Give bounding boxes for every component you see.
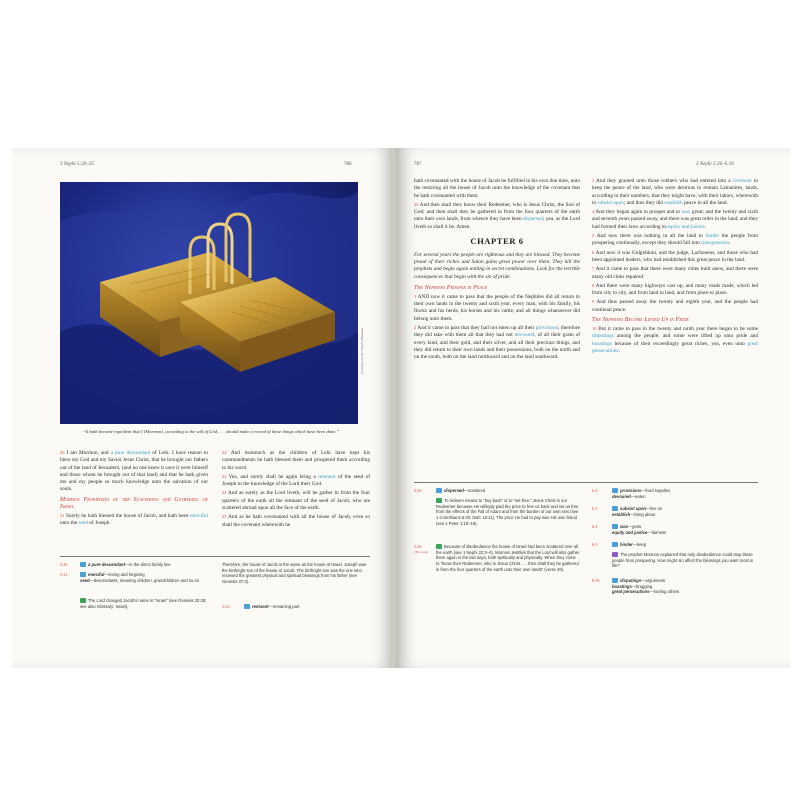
- photo-caption: “It hath become expedient that I [Mormon], according to the will of God, . . . should make a record of these things which have been done.”: [82, 429, 340, 434]
- verse-text: And they began again to prosper and to: [595, 209, 682, 216]
- verse-25: [222, 514, 370, 529]
- verse-text: to keep the peace of the land, who were desirous to remain Lamanites, lands, according to their numbers, that they might have, with their labors, wherewith to: [592, 178, 758, 206]
- verse-text: of Joseph.: [87, 519, 111, 526]
- note-reference: 6:4: [592, 524, 598, 529]
- understanding-icon: [436, 544, 442, 549]
- verse-text: And then shall they know their Redeemer, who is Jesus Christ, the Son of God; and then shall they be gathered in from the four quarters of the earth unto their own lands, from whence they have been: [414, 201, 580, 223]
- verse-text: ; therefore they did take with them all that they had not: [414, 325, 580, 339]
- verse-number: 23: [222, 473, 227, 479]
- verse-number: 24: [222, 490, 227, 496]
- glossary-link[interactable]: a pure descendant: [110, 450, 151, 456]
- note-term: remnant: [252, 604, 269, 609]
- note-redeemer: [436, 498, 580, 542]
- dictionary-icon: [80, 572, 86, 577]
- verse-number: 1: [414, 293, 417, 299]
- verse-number: 2: [414, 325, 417, 331]
- note-5-26-gathering: [414, 544, 580, 600]
- verse-number: 20: [60, 450, 65, 455]
- verse-number: 5: [592, 233, 595, 239]
- note-5-23: [222, 604, 370, 614]
- note-definition: —hurting others: [649, 589, 680, 595]
- note-text: Because of disobedience the house of Israel had been scattered over all the earth (see 1 Nephi 22:3–4). Mormon testifies that the Lord will also gather them again in the last days, both spiritually and physically. When they come to “know their Redeemer, who is Jesus Christ . . . then shall they be gathered in from the four quarters of the earth unto their own lands” (verse 26).: [436, 544, 580, 572]
- note-definition: —food supplies: [641, 488, 671, 493]
- glossary-link[interactable]: provisions: [535, 325, 558, 332]
- note-term: disputings: [620, 578, 642, 583]
- verse-text: .: [618, 347, 620, 354]
- verse-number: 3: [592, 178, 595, 183]
- glossary-link[interactable]: wax: [681, 209, 691, 216]
- note-reference: 5:26: [414, 488, 422, 493]
- right-column-1: [414, 178, 580, 364]
- note-reference: 6:10: [592, 578, 600, 583]
- note-subreference: (TG cont): [414, 550, 428, 554]
- verse-number: 7: [592, 266, 595, 272]
- note-definition: —arguments: [641, 578, 666, 583]
- verse-text: And now it was Gidgiddoni, and the judge, Lachoneus, and those who had been appointed leaders, who had established this great peace in the land.: [592, 249, 758, 263]
- note-term: devoured: [612, 493, 631, 499]
- note-term: equity and justice: [612, 529, 648, 535]
- note-term: great persecutions: [612, 589, 650, 595]
- verse-text: I am Mormon, and: [66, 450, 111, 456]
- verse-text: peace in all the land.: [682, 199, 728, 206]
- verse-number: 6: [592, 249, 595, 255]
- note-definition: —bring about: [630, 511, 656, 517]
- note-6-3: [592, 506, 758, 522]
- verse-number: 8: [592, 282, 595, 288]
- verse-6-5: [592, 233, 758, 248]
- verse-text: AND now it came to pass that the people of the Nephites did all return to their own lands in the twenty and sixth year, every man, with his family, his flocks and his herds, his horses and his cattle, and all things whatsoever did belong unto them.: [414, 293, 580, 322]
- glossary-link[interactable]: covenant: [732, 178, 752, 184]
- verse-number: 22: [222, 450, 227, 455]
- verse-text: Surely he hath blessed the house of Jacob, and hath been: [65, 512, 191, 519]
- verse-text: .: [704, 223, 707, 230]
- gold-plates-photo: [60, 182, 358, 424]
- note-text: Therefore, the house of Jacob is the same as the house of Israel. Joseph was the birthright son of the house of Jacob. The birthright son was the one who received the greatest physical and spiritual blessings from his father (see Genesis 37:3).: [222, 562, 367, 585]
- dictionary-icon: [436, 488, 442, 493]
- note-6-4: [592, 524, 758, 540]
- verse-26: [414, 202, 580, 231]
- note-definition: —in the direct family line: [125, 562, 171, 567]
- note-reference: 6:2: [592, 488, 598, 493]
- section-heading: The Nephites Prosper in Peace: [414, 284, 488, 291]
- page-number-left: 786: [344, 162, 352, 167]
- note-definition: —descendants, meaning children, grandchildren and so on: [89, 577, 199, 583]
- page-number-right: 787: [414, 162, 422, 167]
- verse-text: And thus passed away the twenty and eighth year, and the people had continual peace.: [592, 299, 758, 313]
- verse-text: great; and the twenty and sixth and seventh years passed away, and there was great order in the land; and they had formed their laws according to: [592, 209, 759, 230]
- note-5-26-dispersed: [414, 488, 580, 498]
- note-term: wax: [620, 524, 628, 529]
- chapter-intro: For several years the people are righteous and they are blessed. They become proud of their riches and Satan gains great power over them. They kill the prophets and begin again uniting in secret combinations. Look for the terrible consequences that begin with the sin of pride.: [414, 251, 580, 280]
- verse-6-6: [592, 250, 758, 265]
- note-reference: 5:21: [60, 572, 68, 577]
- verse-number: 21: [60, 512, 65, 518]
- verse-text: Yea, and surely shall he again bring a: [228, 473, 319, 480]
- understanding-icon: [80, 598, 86, 603]
- verse-text: And now there was nothing in all the land to: [596, 233, 706, 240]
- note-5-21: [60, 572, 210, 598]
- verse-text: ; and thus they did: [623, 199, 665, 206]
- chapter-heading: CHAPTER 6: [470, 236, 524, 247]
- verse-text: And it came to pass that they had not eaten up all their: [417, 325, 536, 332]
- glossary-link[interactable]: hinder: [705, 233, 720, 240]
- note-term: merciful: [88, 572, 105, 577]
- verse-text: ; yea, as the Lord liveth so shall it be. Amen.: [414, 216, 580, 230]
- verse-text: because of their exceedingly great riches, yea, even unto: [612, 340, 748, 347]
- verse-text: And as surely as the Lord liveth, will he gather in from the four quarters of the earth all the remnant of the seed of Jacob, who are scattered abroad upon all the face of the earth.: [222, 490, 370, 512]
- glossary-link[interactable]: boastings: [592, 340, 613, 347]
- note-definition: —scattered: [463, 488, 486, 493]
- note-prosper: [612, 552, 758, 574]
- note-reference: 5:20: [60, 562, 68, 567]
- left-page: [12, 148, 394, 668]
- glossary-link[interactable]: remnant: [318, 473, 336, 480]
- dictionary-icon: [612, 524, 618, 529]
- understanding-icon: [436, 498, 442, 503]
- right-column-2: [592, 178, 758, 357]
- glossary-link[interactable]: great persecutions: [592, 340, 758, 354]
- verse-text: of Lehi. I have reason to bless my God and my Savior Jesus Christ, that he brought our fathers out of the land of Jerusalem, (and no one knew it save it were himself and those whom he brought out of that land) and that he hath given me and my people so much knowledge unto the salvation of our souls.: [60, 450, 208, 493]
- dictionary-icon: [80, 562, 86, 567]
- note-term: dispersed: [444, 488, 464, 493]
- verse-24: [222, 490, 370, 512]
- glossary-link[interactable]: equity and justice: [667, 223, 705, 230]
- glossary-link[interactable]: merciful: [190, 512, 208, 519]
- verse-text: And there were many highways cast up, and many roads made, which led from city to city, and from land to land, and from place to place.: [592, 282, 758, 297]
- verse-text: And they granted unto those robbers who had entered into a: [596, 178, 733, 184]
- photo-credit: Courtesy of the Church Museum: [360, 328, 364, 374]
- verse-text: And as he hath covenanted with all the house of Jacob, even so shall the covenant wherewith he: [222, 514, 370, 528]
- glossary-link[interactable]: disputings: [592, 333, 614, 340]
- verse-6-1: [414, 294, 580, 323]
- verse-number: 26: [414, 201, 419, 207]
- footnote-divider: [60, 556, 370, 557]
- verse-6-10: [592, 326, 758, 355]
- note-definition: —remaining part: [268, 604, 300, 609]
- note-definition: —eaten: [630, 493, 646, 499]
- verse-20: [60, 450, 208, 494]
- glossary-link[interactable]: establish: [664, 199, 683, 206]
- glossary-link[interactable]: transgression: [701, 240, 730, 247]
- note-reference: 6:3: [592, 506, 598, 511]
- verse-text: of the seed of Joseph to the knowledge of the Lord their God.: [222, 473, 370, 488]
- note-term: boastings: [612, 583, 632, 589]
- verse-text: And it came to pass that there were many cities built anew, and there were many old cities repaired.: [592, 266, 758, 280]
- verse-22: [222, 450, 370, 472]
- note-6-5: [592, 542, 758, 552]
- verse-text: , of all their grain of every kind, and their gold, and their silver, and all their precious things, and they did return to their own lands and their possessions, both on the north and on the south, both on the land northward and on the land southward.: [414, 332, 581, 361]
- note-term: subsist upon: [620, 506, 647, 511]
- note-term: provisions: [620, 488, 642, 493]
- dictionary-icon: [612, 578, 618, 583]
- glossary-link[interactable]: subsist upon: [597, 199, 624, 206]
- verse-number: 25: [222, 514, 227, 520]
- note-reference: 5:26: [414, 544, 422, 549]
- verse-21: [60, 513, 208, 528]
- verse-6-2: [414, 325, 580, 361]
- verse-text: .: [729, 240, 731, 247]
- footnote-divider: [414, 482, 758, 483]
- right-page: [396, 148, 790, 668]
- note-term: establish: [612, 511, 631, 517]
- note-text: To redeem means to “buy back” or to “set free.” Jesus Christ is our Redeemer because He willingly paid the price to free us back and set us free from the effects of the Fall of Adam and from the burden of our own sins (see 1 Corinthians 6:20; D&C 18:11). The price He had to pay was His own blood (see 1 Peter 1:18–19).: [436, 498, 579, 526]
- note-6-2: [592, 488, 758, 504]
- note-definition: —loving and forgiving: [104, 572, 145, 577]
- dictionary-icon: [244, 604, 250, 609]
- verse-text: But it came to pass in the twenty and ninth year there began to be some: [598, 325, 758, 332]
- dictionary-icon: [612, 542, 618, 547]
- ponder-icon: [612, 552, 618, 557]
- verse-6-7: [592, 266, 758, 281]
- note-definition: —bragging: [631, 583, 653, 589]
- verse-text: among the people; and some were lifted up unto pride and: [613, 333, 758, 340]
- verse-6-4: [592, 209, 758, 231]
- left-column-1: [60, 450, 208, 529]
- gold-plates-illustration: [60, 182, 358, 424]
- note-jacob-israel: [80, 598, 208, 616]
- note-reference: 5:23: [222, 604, 230, 609]
- running-head-right: 3 Nephi 5:26–6:10: [696, 162, 734, 167]
- verse-25-cont: hath covenanted with the house of Jacob be fulfilled in his own due time, unto the restoring all the house of Jacob unto the knowledge of the covenant that he hath covenanted with them.: [414, 178, 580, 199]
- glossary-link[interactable]: dispersed: [523, 216, 544, 223]
- note-term: seed: [80, 577, 90, 583]
- section-heading: The Nephites Become Lifted Up in Pride: [592, 317, 689, 324]
- note-term: a pure descendant: [88, 562, 126, 567]
- note-term: hinder: [620, 542, 633, 547]
- note-definition: —fairness: [647, 529, 667, 535]
- note-birthright: [222, 562, 370, 598]
- note-definition: —keep: [632, 542, 647, 547]
- note-6-10: [592, 578, 758, 602]
- open-book: [12, 148, 790, 668]
- verse-text: the people from prospering continually, except they should fall into: [592, 233, 758, 247]
- verse-6-8: [592, 283, 758, 298]
- glossary-link[interactable]: seed: [78, 519, 88, 526]
- left-column-2: [222, 450, 370, 531]
- note-text: The Lord changed Jacob's name to “Israel” (see Genesis 32:28; see also Glossary: Israel).: [80, 598, 207, 609]
- section-heading: Mormon Prophesies of the Scattering and Gathering of Israel: [60, 496, 208, 510]
- verse-number: 10: [592, 325, 597, 331]
- note-text: The prophet Mormon explained that only disobedience could stop these people from prospering. How might sin affect the blessings you want most in life?: [612, 552, 754, 569]
- verse-6-3: [592, 178, 758, 207]
- verse-23: [222, 474, 370, 489]
- note-definition: —grow: [627, 524, 642, 529]
- dictionary-icon: [612, 506, 618, 511]
- verse-text: unto the: [60, 519, 79, 526]
- verse-6-9: [592, 299, 758, 314]
- note-definition: —live on: [646, 506, 663, 511]
- verse-text: And insomuch as the children of Lehi have kept his commandments he hath blessed them and prospered them according to his word.: [222, 450, 370, 471]
- verse-number: 9: [592, 299, 595, 305]
- verse-number: 4: [592, 209, 595, 215]
- dictionary-icon: [612, 488, 618, 493]
- note-reference: 6:5: [592, 542, 598, 547]
- glossary-link[interactable]: devoured: [514, 332, 535, 339]
- running-head-left: 3 Nephi 5:20–25: [60, 162, 94, 167]
